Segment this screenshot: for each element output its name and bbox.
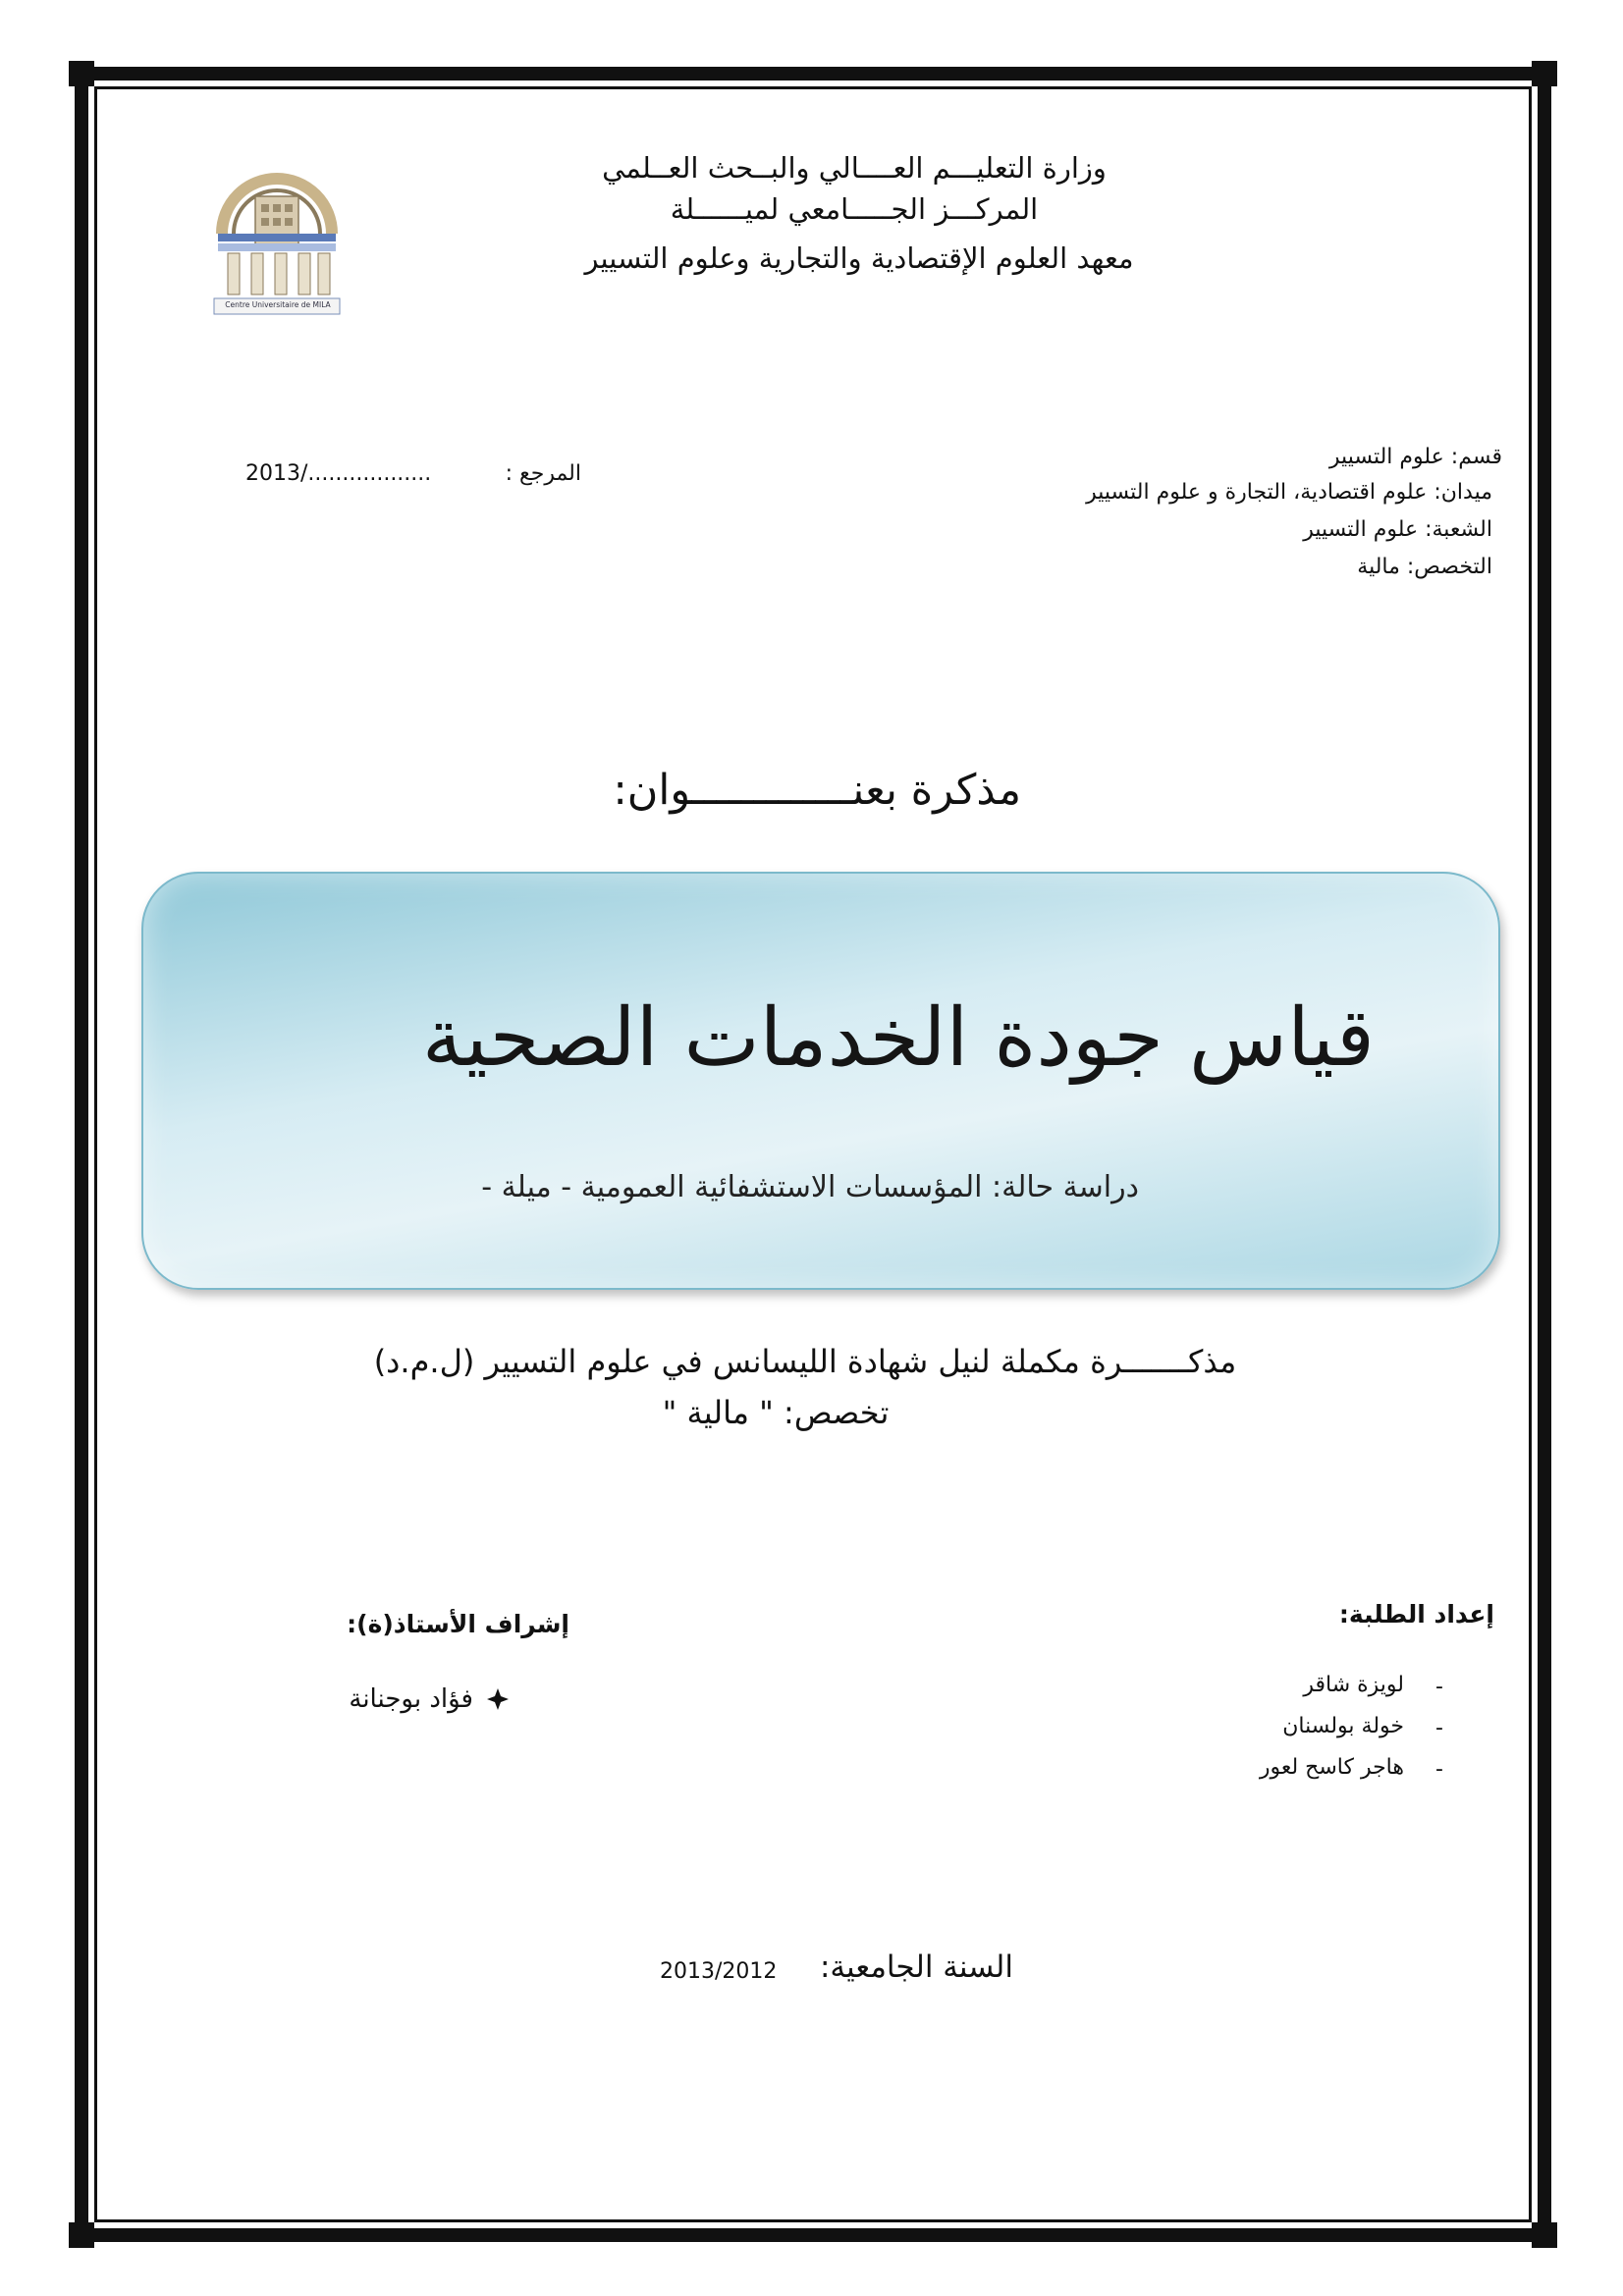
students-heading: إعداد الطلبة:	[1338, 1600, 1494, 1629]
branch-info: الشعبة: علوم التسيير	[1303, 517, 1492, 542]
center-name: المركـــز الجـــــامعي لميــــــلة	[670, 192, 1039, 226]
reference-label: المرجع :	[505, 461, 581, 486]
student-bullet: -	[1435, 1675, 1443, 1699]
academic-year-value: 2013/2012	[660, 1959, 778, 1984]
border-corner	[69, 61, 94, 86]
border-corner	[69, 2222, 94, 2248]
institute-name: معهد العلوم الإقتصادية والتجارية وعلوم التسيير	[584, 241, 1134, 275]
student-name: خولة بولسنان	[1282, 1714, 1404, 1738]
logo-caption: Centre Universitaire de MILA	[225, 300, 331, 309]
academic-year-label: السنة الجامعية:	[819, 1949, 1013, 1985]
student-bullet: -	[1435, 1757, 1443, 1782]
reference-value: 2013/..................	[245, 461, 432, 486]
student-bullet: -	[1435, 1716, 1443, 1740]
memo-heading: مذكرة بعنـــــــــــــوان:	[613, 766, 1021, 815]
border-corner	[1532, 61, 1557, 86]
ministry-name: وزارة التعليـــم العــــالي والبــحث العــلمي	[602, 151, 1107, 185]
degree-line: مذكـــــــرة مكملة لنيل شهادة الليسانس في علوم التسيير (ل.م.د)	[373, 1343, 1237, 1380]
supervisor-name: فؤاد بوجنانة	[349, 1684, 473, 1714]
field-info: ميدان: علوم اقتصادية، التجارة و علوم التسيير	[1086, 480, 1492, 505]
department-info: قسم: علوم التسيير	[1328, 445, 1502, 469]
university-logo-icon	[208, 157, 346, 324]
thesis-title: قياس جودة الخدمات الصحية	[421, 991, 1375, 1085]
supervisor-heading: إشراف الأستاذ(ة):	[347, 1610, 569, 1638]
diamond-bullet-icon	[487, 1688, 509, 1710]
student-name: لويزة شاقر	[1303, 1673, 1404, 1697]
specialty-line: تخصص: " مالية "	[662, 1394, 890, 1431]
thesis-subtitle: دراسة حالة: المؤسسات الاستشفائية العمومية - ميلة -	[481, 1170, 1139, 1204]
student-name: هاجر كاسح لعور	[1259, 1755, 1404, 1780]
border-corner	[1532, 2222, 1557, 2248]
specialty-info: التخصص: مالية	[1357, 555, 1492, 579]
university-logo	[208, 157, 346, 324]
